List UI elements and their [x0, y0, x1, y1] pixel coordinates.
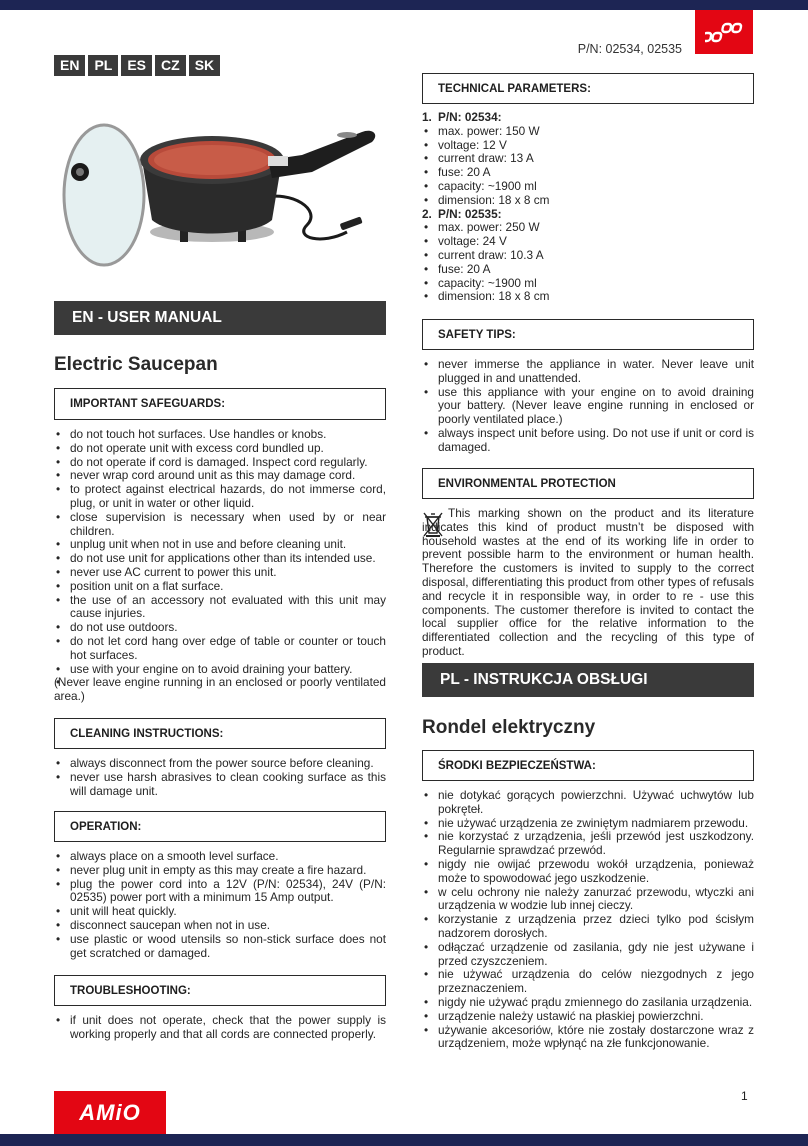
list-item: • to protect against electrical hazards, do not immerse cord, plug, or unit in water or other liquid. — [54, 483, 386, 511]
cleaning-list — [54, 757, 386, 798]
part-numbers: P/N: 02534, 02535 — [577, 42, 682, 56]
list-item: • fuse: 20 A — [422, 166, 754, 180]
list-item: • unit will heat quickly. — [54, 905, 386, 919]
list-item: • if unit does not operate, check that the power supply is working properly and that all cords are connected properly. — [54, 1014, 386, 1042]
list-item: • always place on a smooth level surface. — [54, 850, 386, 864]
list-item: • nie korzystać z urządzenia, jeśli przewód jest uszkodzony. Regularnie sprawdzać przewód. — [422, 830, 754, 858]
list-item: • never immerse the appliance in water. Never leave unit plugged in and unattended. — [422, 358, 754, 386]
list-item: • do not operate unit with excess cord bundled up. — [54, 442, 386, 456]
safeguards-list — [54, 428, 386, 704]
list-item: • do not let cord hang over edge of table or counter or touch hot surfaces. — [54, 635, 386, 663]
operation-list — [54, 850, 386, 960]
list-item: • urządzenie należy ustawić na płaskiej powierzchni. — [422, 1010, 754, 1024]
list-item: • nie dotykać gorących powierzchni. Używać uchwytów lub pokręteł. — [422, 789, 754, 817]
list-item: • korzystanie z urządzenia przez dzieci tylko pod ścisłym nadzorem dorosłych. — [422, 913, 754, 941]
model-2-specs — [422, 221, 754, 304]
list-item: • używanie akcesoriów, które nie zostały dostarczone wraz z urządzeniem, może wpłynąć na złe funkcjonowanie. — [422, 1024, 754, 1052]
environment-text: This marking shown on the product and its literature indicates this kind of product mustn’t be disposed with household wastes at the end of its working life in order to prevent possible harm to the environment or human health. Therefore the customers is invited to supply to the correct disposal, differentiating this product from other types of refusals and recycle it in responsible way, in order to re - use this components. The customer therefore is invited to contact the local supplier office for the relative information to the differentiated collection and the recycling of this type of product. — [422, 506, 754, 658]
list-item: • disconnect saucepan when not in use. — [54, 919, 386, 933]
pl-section-title: PL - INSTRUKCJA OBSŁUGI — [422, 663, 754, 697]
list-item: • plug the power cord into a 12V (P/N: 02534), 24V (P/N: 02535) power port with a minimum 15 Amp output. — [54, 878, 386, 906]
list-item: • voltage: 12 V — [422, 139, 754, 153]
bottom-bar — [0, 1134, 808, 1146]
pl-safeguards-heading: ŚRODKI BEZPIECZEŃSTWA: — [422, 750, 754, 781]
brand-rings-icon — [705, 22, 745, 44]
model-1-title: 1. P/N: 02534: — [422, 110, 502, 124]
model-2-title: 2. P/N: 02535: — [422, 206, 502, 221]
list-item: • fuse: 20 A — [422, 263, 754, 277]
operation-heading: OPERATION: — [54, 811, 386, 842]
list-item: • dimension: 18 x 8 cm — [422, 290, 754, 304]
amio-logo — [54, 1091, 166, 1134]
list-item: • unplug unit when not in use and before cleaning unit. — [54, 538, 386, 552]
troubleshooting-list — [54, 1014, 386, 1042]
list-item: • capacity: ~1900 ml — [422, 277, 754, 291]
en-section-title: EN - USER MANUAL — [54, 301, 386, 335]
page-number: 1 — [741, 1089, 748, 1103]
list-item: • voltage: 24 V — [422, 235, 754, 249]
list-item: • never use AC current to power this unit. — [54, 566, 386, 580]
list-item: • do not operate if cord is damaged. Inspect cord regularly. — [54, 456, 386, 470]
list-item: • always inspect unit before using. Do not use if unit or cord is damaged. — [422, 427, 754, 455]
lang-en: EN — [54, 55, 85, 76]
list-item: • never wrap cord around unit as this may damage cord. — [54, 469, 386, 483]
amio-logo-text: AMiO — [79, 1099, 141, 1125]
list-item: • do not use unit for applications other than its intended use. — [54, 552, 386, 566]
safety-tips-heading: SAFETY TIPS: — [422, 319, 754, 350]
technical-specs — [422, 111, 754, 304]
lang-pl: PL — [88, 55, 118, 76]
list-item: • never use harsh abrasives to clean cooking surface as this will damage unit. — [54, 771, 386, 799]
lang-sk: SK — [189, 55, 220, 76]
list-item: • the use of an accessory not evaluated with this unit may cause injuries. — [54, 594, 386, 622]
list-item: • current draw: 13 A — [422, 152, 754, 166]
en-product-title: Electric Saucepan — [54, 354, 218, 375]
list-item: • nie używać urządzenia ze zwiniętym nadmiarem przewodu. — [422, 817, 754, 831]
cleaning-heading: CLEANING INSTRUCTIONS: — [54, 718, 386, 749]
model-1-specs — [422, 125, 754, 208]
list-item: • nigdy nie używać prądu zmiennego do zasilania urządzenia. — [422, 996, 754, 1010]
list-item: • nigdy nie owijać przewodu wokół urządzenia, ponieważ może to spowodować jego uszkodzenie. — [422, 858, 754, 886]
list-item: • w celu ochrony nie należy zanurzać przewodu, wtyczki ani urządzenia w wodzie lub innej cieczy. — [422, 886, 754, 914]
list-item: • always disconnect from the power source before cleaning. — [54, 757, 386, 771]
list-item: • dimension: 18 x 8 cm — [422, 194, 754, 208]
language-tabs — [54, 55, 220, 76]
safety-tips-list — [422, 358, 754, 455]
pl-product-title: Rondel elektryczny — [422, 717, 596, 738]
technical-heading: TECHNICAL PARAMETERS: — [422, 73, 754, 104]
list-item: • use plastic or wood utensils so non-stick surface does not get scratched or damaged. — [54, 933, 386, 961]
list-item: • close supervision is necessary when used by or near children. — [54, 511, 386, 539]
safeguards-heading: IMPORTANT SAFEGUARDS: — [54, 388, 386, 420]
top-bar — [0, 0, 808, 10]
environment-heading: ENVIRONMENTAL PROTECTION — [422, 468, 754, 499]
saucepan-product-image — [62, 120, 382, 275]
list-item: • never plug unit in empty as this may create a fire hazard. — [54, 864, 386, 878]
list-item: • position unit on a flat surface. — [54, 580, 386, 594]
pl-safeguards-list — [422, 789, 754, 1051]
list-item: • use with your engine on to avoid draining your battery. — [54, 663, 386, 677]
list-item: • max. power: 250 W — [422, 221, 754, 235]
list-item: • nie używać urządzenia do celów niezgodnych z jego przeznaczeniem. — [422, 968, 754, 996]
list-item: • do not touch hot surfaces. Use handles or knobs. — [54, 428, 386, 442]
troubleshooting-heading: TROUBLESHOOTING: — [54, 975, 386, 1006]
list-item: • odłączać urządzenie od zasilania, gdy nie jest używane i przed czyszczeniem. — [422, 941, 754, 969]
lang-es: ES — [121, 55, 152, 76]
list-item: • current draw: 10.3 A — [422, 249, 754, 263]
list-item: • capacity: ~1900 ml — [422, 180, 754, 194]
brand-logo-badge — [695, 10, 753, 54]
lang-cz: CZ — [155, 55, 186, 76]
list-item: • max. power: 150 W — [422, 125, 754, 139]
list-item: • use this appliance with your engine on to avoid draining your battery. (Never leave engine running in enclosed or poorly ventilated place.) — [422, 386, 754, 427]
list-item: • do not use outdoors. — [54, 621, 386, 635]
safeguards-note: • (Never leave engine running in an enclosed or poorly ventilated area.) — [54, 676, 386, 704]
